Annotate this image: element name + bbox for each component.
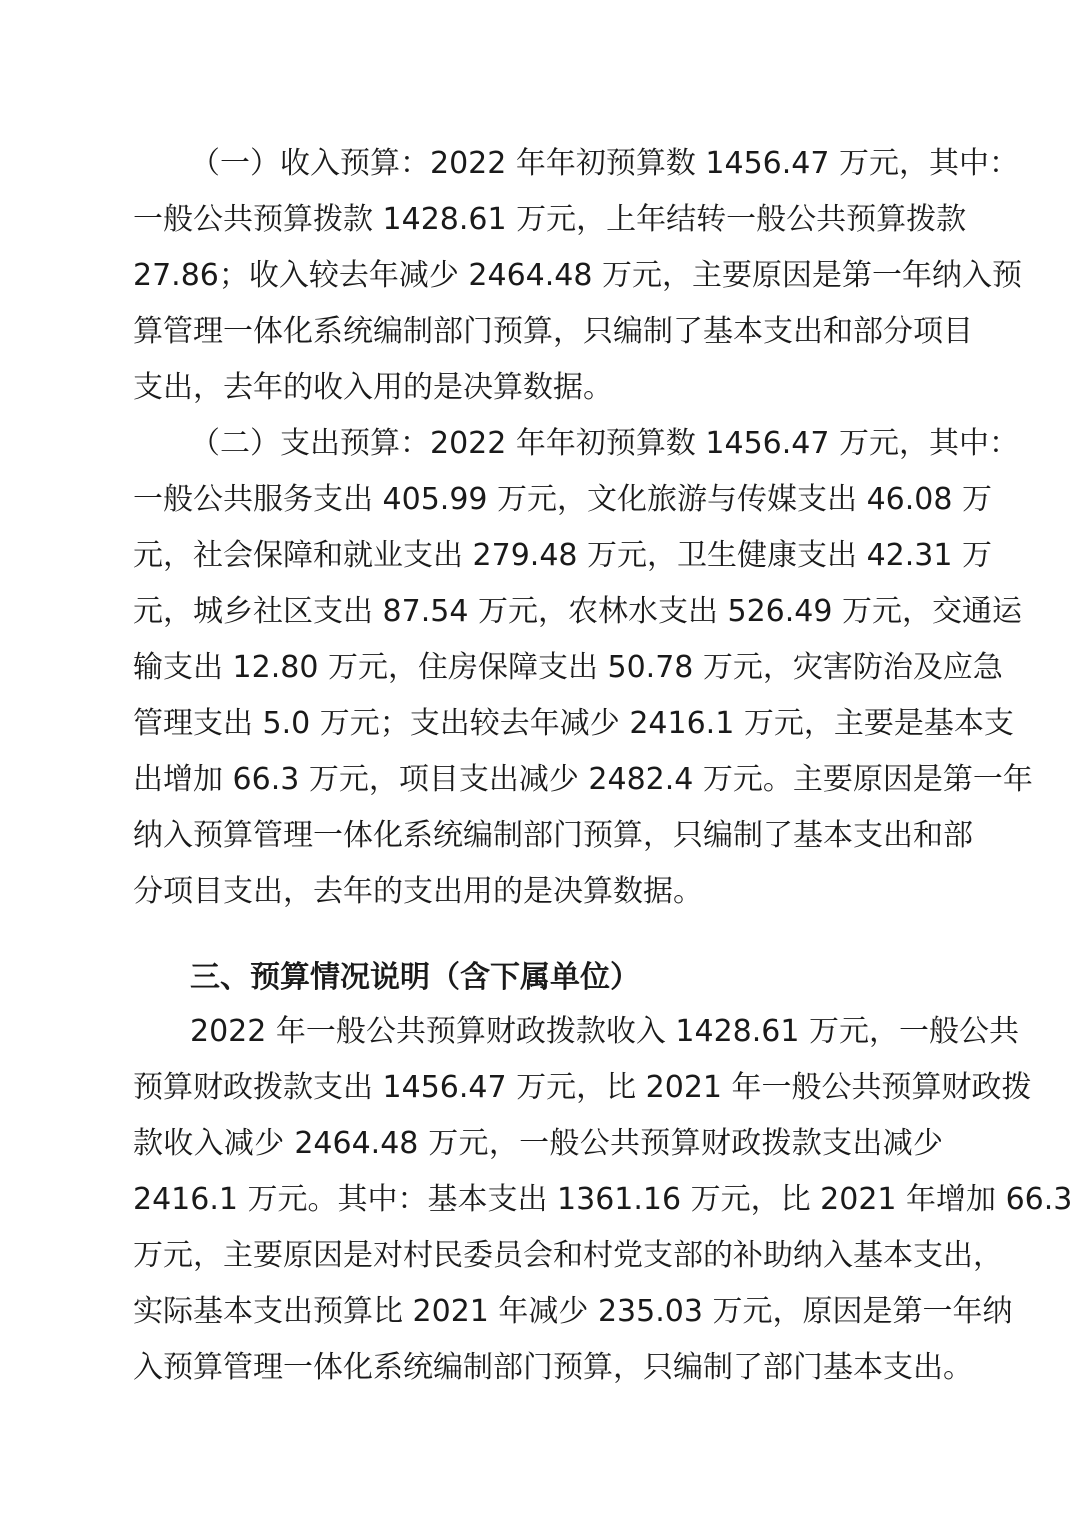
- expense-line-4: 元，城乡社区支出 87.54 万元，农林水支出 526.49 万元，交通运: [133, 594, 1022, 629]
- explanation-line-1: 2022 年一般公共预算财政拨款收入 1428.61 万元，一般公共: [190, 1014, 1020, 1049]
- expense-line-7: 出增加 66.3 万元，项目支出减少 2482.4 万元。主要原因是第一年: [133, 762, 1033, 797]
- expense-line-3: 元，社会保障和就业支出 279.48 万元，卫生健康支出 42.31 万: [133, 538, 992, 573]
- income-line-4: 算管理一体化系统编制部门预算，只编制了基本支出和部分项目: [133, 314, 973, 349]
- expense-line-9: 分项目支出，去年的支出用的是决算数据。: [133, 874, 703, 909]
- section-three-heading: 三、预算情况说明（含下属单位）: [190, 960, 640, 995]
- explanation-line-5: 万元，主要原因是对村民委员会和村党支部的补助纳入基本支出，: [133, 1238, 1003, 1273]
- income-line-3: 27.86；收入较去年减少 2464.48 万元，主要原因是第一年纳入预: [133, 258, 1023, 293]
- income-line-1: （一）收入预算：2022 年年初预算数 1456.47 万元，其中：: [190, 146, 1020, 181]
- explanation-line-7: 入预算管理一体化系统编制部门预算，只编制了部门基本支出。: [133, 1350, 973, 1385]
- explanation-line-2: 预算财政拨款支出 1456.47 万元，比 2021 年一般公共预算财政拨: [133, 1070, 1032, 1105]
- income-line-5: 支出，去年的收入用的是决算数据。: [133, 370, 613, 405]
- explanation-line-3: 款收入减少 2464.48 万元，一般公共预算财政拨款支出减少: [133, 1126, 943, 1161]
- explanation-line-6: 实际基本支出预算比 2021 年减少 235.03 万元，原因是第一年纳: [133, 1294, 1013, 1329]
- expense-line-5: 输支出 12.80 万元，住房保障支出 50.78 万元，灾害防治及应急: [133, 650, 1003, 685]
- expense-line-2: 一般公共服务支出 405.99 万元，文化旅游与传媒支出 46.08 万: [133, 482, 992, 517]
- expense-line-8: 纳入预算管理一体化系统编制部门预算，只编制了基本支出和部: [133, 818, 973, 853]
- explanation-line-4: 2416.1 万元。其中：基本支出 1361.16 万元，比 2021 年增加 66.3: [133, 1182, 1073, 1217]
- expense-line-6: 管理支出 5.0 万元；支出较去年减少 2416.1 万元，主要是基本支: [133, 706, 1014, 741]
- expense-line-1: （二）支出预算：2022 年年初预算数 1456.47 万元，其中：: [190, 426, 1020, 461]
- income-line-2: 一般公共预算拨款 1428.61 万元，上年结转一般公共预算拨款: [133, 202, 967, 237]
